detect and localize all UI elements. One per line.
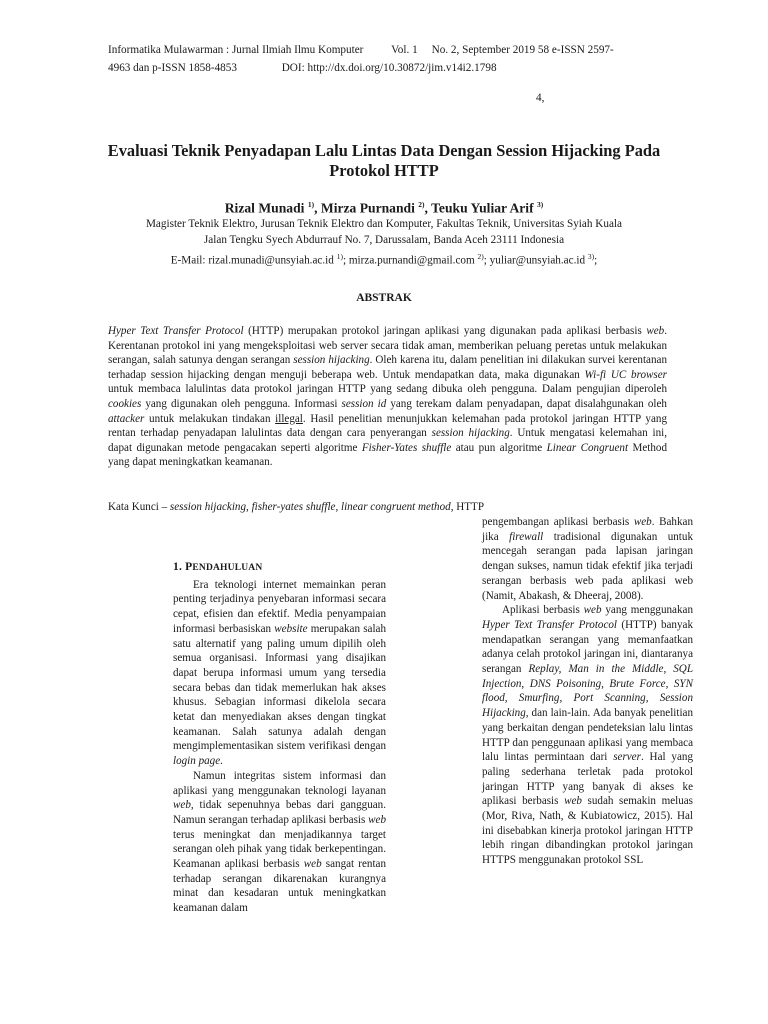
affiliation-line-1: Magister Teknik Elektro, Jurusan Teknik Elektro dan Komputer, Fakultas Teknik, Universitas Syiah Kuala	[145, 218, 622, 230]
text-run: Method yang dapat meningkatkan keamanan.	[108, 441, 667, 469]
section-heading-pendahuluan	[173, 560, 386, 576]
italic-text-run: web	[633, 516, 652, 528]
author-affil-mark: 2)	[418, 200, 425, 209]
paragraph	[173, 769, 386, 916]
email-line: E-Mail: rizal.munadi@unsyiah.ac.id $^{1)}$; mirza.purnandi@gmail.com $^{2)}$; yuliar@unsyiah.ac.id $^{3)}$;	[170, 252, 598, 267]
text-run: pengembangan aplikasi berbasis	[482, 516, 634, 528]
italic-text-run: website	[274, 622, 308, 635]
italic-text-run: cookies	[108, 397, 142, 410]
italic-text-run: web	[303, 858, 322, 871]
italic-text-run: Linear Congruent	[546, 441, 629, 454]
email-address[interactable]: mirza.purnandi@gmail.com	[348, 254, 475, 267]
italic-text-run: firewall	[509, 530, 544, 543]
text-run: Aplikasi berbasis	[502, 604, 584, 617]
email-address[interactable]: yuliar@unsyiah.ac.id	[489, 254, 586, 267]
italic-text-run: web	[583, 604, 602, 617]
italic-text-run: Hyper Text Transfer Protocol	[482, 618, 618, 631]
right-column	[482, 515, 693, 868]
paragraph	[482, 515, 693, 603]
text-run: . Bahkan jika	[482, 516, 693, 543]
italic-text-run: Hyper Text Transfer Protocol	[108, 325, 244, 337]
author-affil-mark: 3)	[537, 200, 544, 209]
text-run: .	[220, 755, 223, 768]
italic-text-run: Wi-fi UC browser	[584, 368, 667, 381]
italic-text-run: web	[173, 799, 191, 812]
text-run: yang terekam dalam penyadapan, dapat disalahgunakan oleh	[386, 397, 667, 410]
italic-text-run: web	[368, 813, 386, 826]
italic-text-run: Replay, Man in the Middle, SQL Injection, DNS Poisoning, Brute Force, SYN flood, Smurfing, Port Scanning, Session Hijacking	[482, 663, 693, 720]
author-name: Teuku Yuliar Arif	[431, 200, 534, 216]
left-column	[173, 560, 386, 916]
text-run: . Hasil penelitian menunjukkan kelemahan pada protokol jaringan HTTP yang rentan terhadap penyadapan lalulintas data dengan cara penyerangan	[108, 412, 667, 440]
abstract-body	[108, 324, 667, 470]
text-run: untuk melakukan tindakan	[144, 412, 276, 425]
paper-title: Evaluasi Teknik Penyadapan Lalu Lintas Data Dengan Session Hijacking Pada Protokol HTTP	[107, 141, 661, 180]
text-run: untuk membaca lalulintas data protokol jaringan HTTP yang sedang dibuka oleh pengguna. Dalam pengujian diperoleh	[108, 383, 667, 396]
italic-text-run: Fisher-Yates shuffle	[361, 441, 452, 454]
text-run: . Oleh karena itu, dalam penelitian ini dilakukan survei kerentanan terhadap session hijacking dengan menguji beberapa web. Untuk mendapatkan data, maka digunakan	[108, 354, 667, 381]
text-run: Era teknologi internet memainkan peran penting terjadinya penyebaran informasi secara cepat, efisien dan efektif. Media penyampaian informasi berbasiskan	[173, 578, 386, 635]
email-label: E-Mail:	[170, 254, 206, 267]
text-run: merupakan salah satu alternatif yang paling umum dipilih oleh semua organisasi. Informasi yang disajikan dapat berupa informasi umum yang tersedia secara bebas dan tidak memerlukan hak akses khusus. Sebagian informasi dikelola secara ketat dan menyediakan akses dengan tingkat keamanan. Salah satunya adalah dengan mengimplementasikan sistem verifikasi dengan	[173, 622, 386, 753]
email-address[interactable]: rizal.munadi@unsyiah.ac.id	[208, 254, 334, 267]
text-run: . Kerentanan protokol ini yang mengeksploitasi web server secara tidak aman, memberikan peluang peretas untuk melakukan serangan, salah satunya dengan serangan	[108, 325, 667, 367]
text-run: atau pun algoritme	[451, 441, 547, 454]
email-mark: 2)	[477, 252, 484, 261]
section-number: 1.	[173, 561, 183, 573]
italic-text-run: session hijacking	[431, 427, 510, 440]
italic-text-run: web	[646, 325, 665, 337]
text-run: tradisional digunakan untuk mencegah serangan pada lapisan jaringan dengan sukses, namun tidak efektif jika terjadi serangan berbasis web pada aplikasi web (Namit, Abakash, & Dheeraj, 2008).	[482, 530, 693, 602]
italic-text-run: session id	[341, 397, 387, 410]
text-run: , dan lain-lain. Ada banyak penelitian yang berkaitan dengan pendeteksian lalu lintas HTTP dan penggunaan aplikasi yang membaca lalu lintas permintaan dari	[482, 707, 693, 764]
underlined-text-run: illegal	[275, 412, 303, 425]
paragraph	[482, 603, 693, 868]
abstract-heading: ABSTRAK	[356, 292, 412, 304]
italic-text-run: server	[613, 751, 641, 764]
author-affil-mark: 1)	[307, 200, 315, 209]
text-run: sangat rentan terhadap serangan dikarenakan kurangnya minat dan kesadaran untuk meningkatkan keamanan dalam	[173, 858, 387, 915]
italic-text-run: session hijacking	[293, 354, 370, 367]
text-run: (HTTP) merupakan protokol jaringan aplikasi yang digunakan pada aplikasi berbasis	[243, 325, 647, 337]
section-title-initial: P	[185, 561, 193, 573]
section-title-rest: ENDAHULUAN	[192, 563, 263, 573]
text-run: . Hal yang paling sederhana terletak pada protokol jaringan HTTP yang banyak di akses ke aplikasi berbasis	[482, 751, 693, 808]
affiliation-line-2: Jalan Tengku Syech Abdurrauf No. 7, Darussalam, Banda Aceh 23111 Indonesia	[203, 234, 565, 246]
text-run: . Untuk mengatasi kelemahan ini, dapat digunakan metode pengacakan seperti algoritme	[108, 427, 667, 454]
italic-text-run: web	[564, 795, 582, 808]
text-run: Namun integritas sistem informasi dan aplikasi yang menggunakan teknologi layanan	[173, 769, 386, 797]
text-run: (HTTP) banyak mendapatkan serangan yang memanfaatkan adanya celah protokol jaringan ini, diantaranya serangan	[482, 618, 693, 676]
text-run: yang menggunakan	[601, 604, 693, 617]
italic-text-run: login page	[173, 755, 221, 768]
italic-text-run: attacker	[108, 412, 145, 425]
email-mark: 1)	[336, 252, 343, 261]
text-run: yang digunakan oleh pengguna. Informasi	[141, 397, 342, 410]
author-name: Mirza Purnandi	[320, 200, 415, 216]
italic-text-run: session hijacking, fisher-yates shuffle, linear congruent method	[169, 501, 451, 513]
running-header-line-1: Informatika Mulawarman : Jurnal Ilmiah Ilmu Komputer Vol. 1 No. 2, September 2019 58 e-ISSN 2597-	[108, 44, 614, 56]
paragraph	[173, 578, 386, 769]
page-marker: 4,	[536, 92, 545, 104]
keywords-line	[108, 500, 668, 514]
author-name: Rizal Munadi	[224, 200, 305, 216]
running-header-line-2: 4963 dan p-ISSN 1858-4853 DOI: http://dx.doi.org/10.30872/jim.v14i2.1798	[108, 62, 497, 74]
text-run: Kata Kunci –	[108, 501, 170, 513]
text-run: sudah semakin meluas (Mor, Riva, Nath, & Kubiatowicz, 2015). Hal ini disebabkan kinerja protokol jaringan HTTP lebih ringan dibandingkan protokol jaringan HTTPS menggunakan protokol SSL	[482, 795, 693, 867]
email-mark: 3)	[587, 252, 595, 261]
text-run: , HTTP	[450, 501, 484, 513]
author-list: Rizal Munadi $^{1)}$, Mirza Purnandi $^{2)}$, Teuku Yuliar Arif $^{3)}$	[224, 200, 544, 216]
text-run: terus meningkat dan menjadikannya target serangan oleh pihak yang tidak berkepentingan. Keamanan aplikasi berbasis	[173, 828, 386, 871]
text-run: , tidak sepenuhnya bebas dari gangguan. Namun serangan terhadap aplikasi berbasis	[173, 799, 386, 826]
